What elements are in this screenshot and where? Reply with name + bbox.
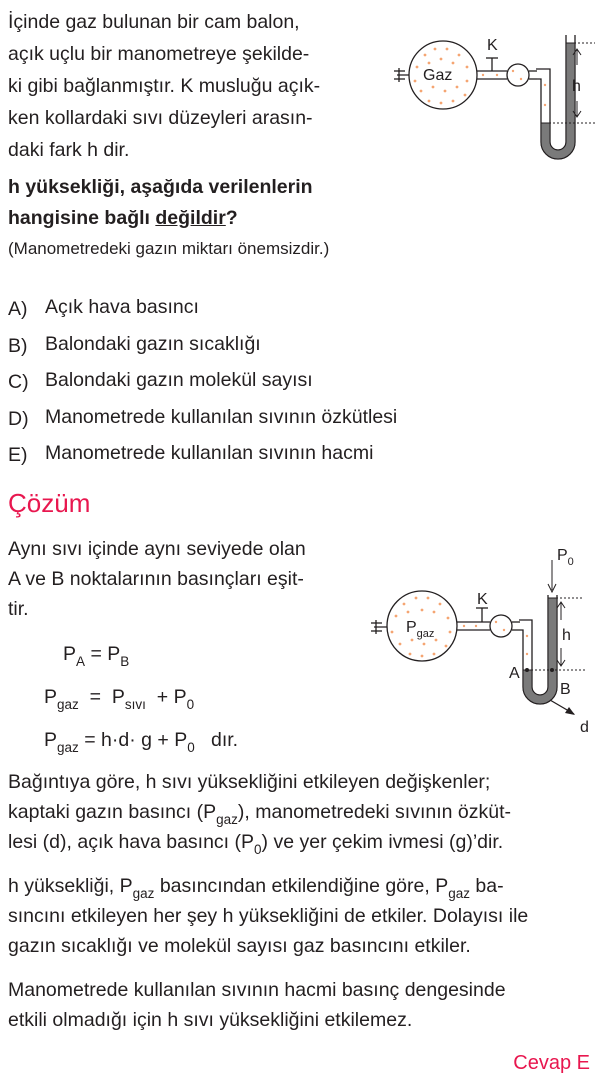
equation-pgaz-sum: $P_{gaz} = P_{sıvı} + P_0$ (44, 686, 195, 712)
solution-paragraph-line: Bağıntıya göre, h sıvı yüksekliğini etkileyen değişkenler; (8, 771, 491, 793)
gas-pressure-label: $P_{gaz}$ (406, 619, 435, 640)
solution-paragraph-line: kaptaki gazın basıncı $(P_{gaz})$, manometredeki sıvının özküt- (8, 801, 512, 827)
option-text: Balondaki gazın sıcaklığı (45, 333, 261, 355)
solution-paragraph-line: etkili olmadığı için h sıvı yüksekliğini etkilemez. (8, 1009, 413, 1031)
option-key: B) (8, 335, 28, 357)
question-line: daki fark h dir. (8, 139, 130, 161)
equation-pa-pb: $P_A = P_B$ (63, 643, 130, 669)
option-key: C) (8, 371, 29, 393)
underlined-word: değildir (155, 207, 226, 229)
solution-paragraph-line: gazın sıcaklığı ve molekül sayısı gaz basıncını etkiler. (8, 935, 471, 957)
question-note: (Manometredeki gazın miktarı önemsizdir.) (8, 239, 330, 258)
point-b-label: B (560, 681, 571, 698)
valve-k-label: K (487, 37, 498, 54)
valve-k-label: K (477, 591, 488, 608)
solution-intro-line: Aynı sıvı içinde aynı seviyede olan (8, 538, 306, 560)
option-key: E) (8, 444, 28, 466)
point-a-label: A (509, 665, 520, 682)
option-text: Balondaki gazın molekül sayısı (45, 369, 313, 391)
manometer-figure-1 (385, 25, 600, 165)
question-line: ki gibi bağlanmıştır. K musluğu açık- (8, 75, 321, 97)
option-key: D) (8, 408, 29, 430)
solution-intro-line: A ve B noktalarının basınçları eşit- (8, 568, 304, 590)
question-line: İçinde gaz bulunan bir cam balon, (8, 11, 300, 33)
equation-pgaz-hdg: $P_{gaz} = h\cdot d\cdot g + P_0$ dır. (44, 729, 239, 755)
question-prompt-line: hangisine bağlı değildir? (8, 207, 238, 229)
solution-paragraph-line: Manometrede kullanılan sıvının hacmi basınç dengesinde (8, 979, 506, 1001)
gas-label: Gaz (423, 67, 453, 84)
question-line: ken kollardaki sıvı düzeyleri arasın- (8, 107, 313, 129)
question-prompt-line: h yüksekliği, aşağıda verilenlerin (8, 176, 313, 198)
option-text: Manometrede kullanılan sıvının özkütlesi (45, 406, 398, 428)
solution-paragraph-line: h yüksekliği, $P_{gaz}$ basıncından etkilendiğine göre, $P_{gaz}$ ba- (8, 875, 504, 901)
height-label: h (562, 627, 571, 644)
manometer-figure-2 (362, 540, 600, 735)
solution-intro-line: tir. (8, 598, 29, 620)
solution-paragraph-line: lesi (d), açık hava basıncı $(P_0)$ ve yer çekim ivmesi (g)’dir. (8, 831, 504, 857)
height-label: h (572, 78, 581, 95)
answer-label: Cevap E (513, 1052, 590, 1074)
option-text: Manometrede kullanılan sıvının hacmi (45, 442, 374, 464)
atmospheric-pressure-label: $P_0$ (557, 547, 574, 568)
solution-heading: Çözüm (8, 488, 91, 518)
density-label: d (580, 719, 589, 735)
option-text: Açık hava basıncı (45, 296, 199, 318)
question-line: açık uçlu bir manometreye şekilde- (8, 43, 310, 65)
solution-paragraph-line: sıncını etkileyen her şey h yüksekliğini de etkiler. Dolayısı ile (8, 905, 529, 927)
option-key: A) (8, 298, 28, 320)
